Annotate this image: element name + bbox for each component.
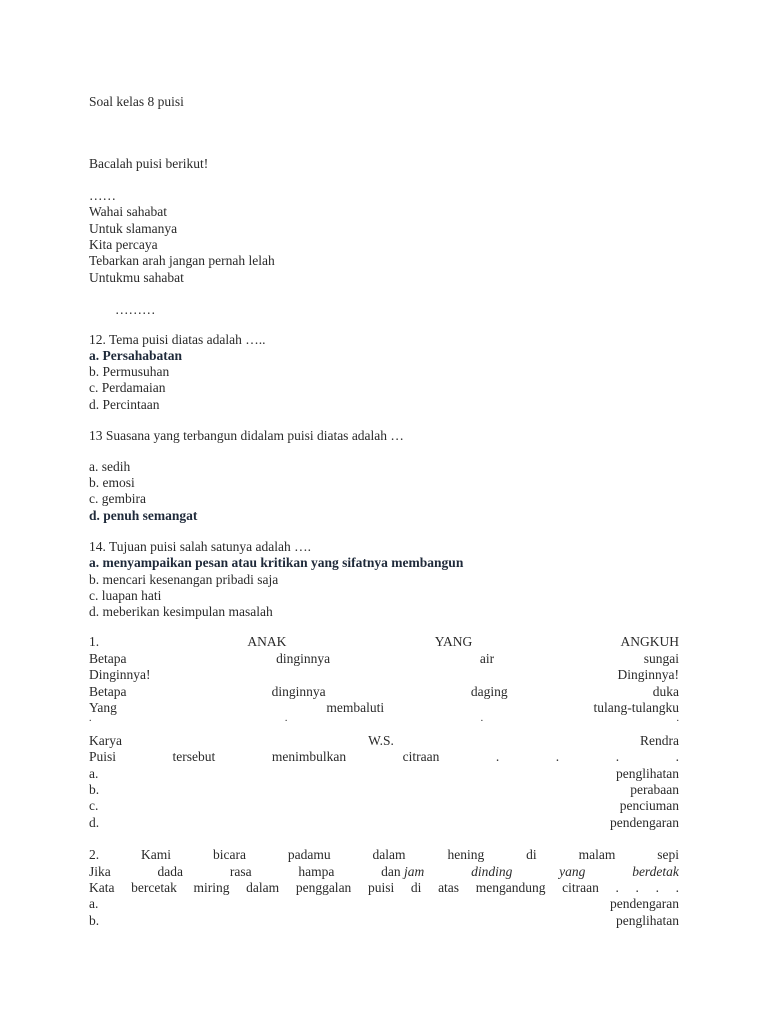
poem-line: Untuk slamanya <box>89 221 178 236</box>
word: Betapa <box>89 651 127 666</box>
word: duka <box>652 684 679 699</box>
word: ANGKUH <box>620 634 679 649</box>
word: miring <box>193 880 230 895</box>
option-letter: b. <box>89 913 100 928</box>
word: mengandung <box>475 880 546 895</box>
word: citraan <box>402 749 440 764</box>
word: Yang <box>89 700 117 715</box>
answer-option: b. emosi <box>89 475 135 490</box>
poem-line <box>89 650 679 667</box>
word: Kami <box>141 847 172 862</box>
dot: . <box>615 749 620 764</box>
answer-option <box>89 895 679 912</box>
italic-word: jam <box>404 864 425 879</box>
word: di <box>526 847 537 862</box>
option-letter: a. <box>89 896 99 911</box>
dot: . <box>555 749 560 764</box>
word: dalam <box>372 847 406 862</box>
word: tulang-tulangku <box>593 700 679 715</box>
word: hampa <box>298 864 335 879</box>
question-14: 14. Tujuan puisi salah satunya adalah …. <box>89 539 311 554</box>
dot: . <box>675 880 679 895</box>
option-text: penciuman <box>619 798 679 813</box>
poem-line <box>89 846 679 863</box>
word: Karya <box>89 733 122 748</box>
poem-line: Untukmu sahabat <box>89 270 184 285</box>
poem-line: Wahai sahabat <box>89 204 168 219</box>
word: Puisi <box>89 749 117 764</box>
word: daging <box>470 684 508 699</box>
answer-option: a. menyampaikan pesan atau kritikan yang sifatnya membangun <box>89 555 464 570</box>
dot: . <box>675 749 679 764</box>
poem-author-line <box>89 732 679 749</box>
answer-option: a. Persahabatan <box>89 348 183 363</box>
poem-dots-top: …… <box>89 188 116 203</box>
word: YANG <box>434 634 473 649</box>
word: dada <box>157 864 184 879</box>
word: Dinginnya! <box>617 667 679 682</box>
poem-line: Tebarkan arah jangan pernah lelah <box>89 253 275 268</box>
word: dinginnya <box>271 684 326 699</box>
word: W.S. <box>368 733 394 748</box>
dot: . <box>480 713 484 724</box>
answer-option: b. Permusuhan <box>89 364 170 379</box>
word: padamu <box>287 847 331 862</box>
word: citraan <box>562 880 599 895</box>
word-group <box>381 863 424 880</box>
answer-option <box>89 765 679 782</box>
ellipsis-line <box>89 713 679 725</box>
instruction: Bacalah puisi berikut! <box>89 156 209 171</box>
dot: . <box>676 713 679 724</box>
option-text: penglihatan <box>616 766 679 781</box>
document-title: Soal kelas 8 puisi <box>89 94 184 109</box>
dot: . <box>655 880 659 895</box>
word: menimbulkan <box>271 749 347 764</box>
word: 1. <box>89 634 100 649</box>
option-text: penglihatan <box>616 913 679 928</box>
answer-option: b. mencari kesenangan pribadi saja <box>89 572 279 587</box>
word: Jika <box>89 864 111 879</box>
answer-option <box>89 781 679 798</box>
option-text: perabaan <box>630 782 679 797</box>
answer-option: d. meberikan kesimpulan masalah <box>89 604 273 619</box>
dot: . <box>635 880 639 895</box>
italic-word: dinding <box>471 864 513 879</box>
word: dan <box>381 864 401 879</box>
word: tersebut <box>172 749 216 764</box>
word: dalam <box>246 880 280 895</box>
option-letter: c. <box>89 798 99 813</box>
poem-dots-bottom: ……… <box>115 302 156 317</box>
option-letter: a. <box>89 766 99 781</box>
option-letter: b. <box>89 782 100 797</box>
question-12: 12. Tema puisi diatas adalah ….. <box>89 332 266 347</box>
word: sepi <box>657 847 679 862</box>
word: membaluti <box>326 700 385 715</box>
option-letter: d. <box>89 815 100 830</box>
word: 2. <box>89 847 100 862</box>
answer-option: d. penuh semangat <box>89 508 198 523</box>
word: rasa <box>229 864 252 879</box>
word: malam <box>578 847 616 862</box>
poem-heading-anak-yang-angkuh <box>89 633 679 650</box>
poem-line: Kita percaya <box>89 237 158 252</box>
answer-option <box>89 814 679 831</box>
dot: . <box>284 713 288 724</box>
option-text: pendengaran <box>610 815 679 830</box>
word: Rendra <box>640 733 679 748</box>
word: Kata <box>89 880 115 895</box>
word: dinginnya <box>276 651 331 666</box>
word: penggalan <box>295 880 352 895</box>
answer-option: c. gembira <box>89 491 146 506</box>
answer-option: a. sedih <box>89 459 131 474</box>
dot: . <box>495 749 500 764</box>
dot: . <box>89 713 92 724</box>
answer-option: d. Percintaan <box>89 397 160 412</box>
answer-option <box>89 912 679 929</box>
word: hening <box>447 847 485 862</box>
word: sungai <box>643 651 679 666</box>
word: puisi <box>367 880 395 895</box>
word: bercetak <box>131 880 177 895</box>
question-13: 13 Suasana yang terbangun didalam puisi diatas adalah … <box>89 428 404 443</box>
poem-line <box>89 666 679 683</box>
word: ANAK <box>247 634 287 649</box>
word: Dinginnya! <box>89 667 151 682</box>
word: bicara <box>212 847 246 862</box>
word: air <box>479 651 495 666</box>
question-line <box>89 748 679 765</box>
answer-option: c. Perdamaian <box>89 380 166 395</box>
poem-line <box>89 683 679 700</box>
italic-word: berdetak <box>632 864 679 879</box>
italic-word: yang <box>559 864 586 879</box>
dot: . <box>615 880 619 895</box>
poem-line <box>89 863 679 880</box>
question-line <box>89 879 679 896</box>
word: Betapa <box>89 684 127 699</box>
option-text: pendengaran <box>610 896 679 911</box>
answer-option <box>89 797 679 814</box>
word: di <box>410 880 422 895</box>
answer-option: c. luapan hati <box>89 588 162 603</box>
word: atas <box>438 880 460 895</box>
